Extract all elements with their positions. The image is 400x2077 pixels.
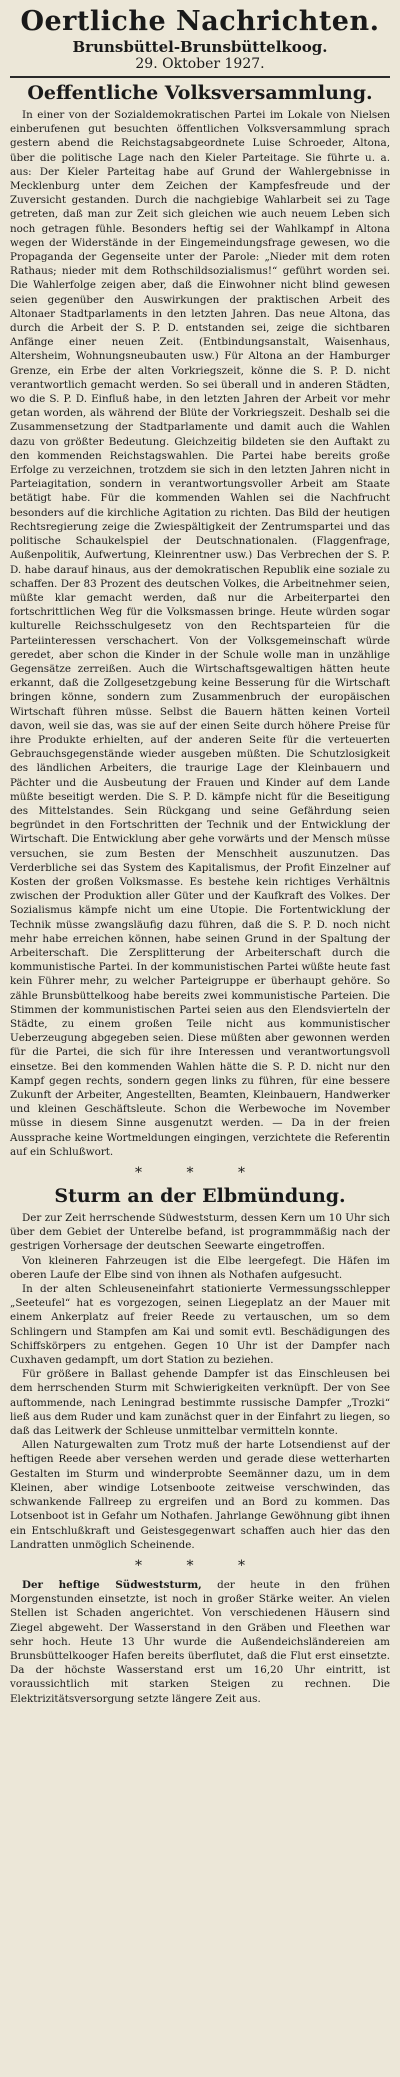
article-paragraph: Der zur Zeit herrschende Südweststurm, dessen Kern um 10 Uhr sich über dem Gebiet der Unterelbe befand, ist programmmäßig nach der gestrigen Vorhersage der deutschen Seewarte eingetroffen.	[10, 1212, 390, 1253]
article-lead: Der heftige Südweststurm,	[22, 1578, 202, 1591]
divider	[10, 76, 390, 78]
article-paragraph: Allen Naturgewalten zum Trotz muß der harte Lotsendienst auf der heftigen Reede aber versehen werden und gerade diese wetterharten Gestalten im Sturm und winderprobte Seemänner dazu, um in dem Kleinen, aber windige Lotsenboote zeitweise verschwinden, das schwankende Fallreep zu ergreifen und an Bord zu kommen. Das Lotsenboot ist in Gefahr um Nothafen. Jahrlange Gewöhnung gibt ihnen ein Entschlußkraft und Geistesgegenwart schaffen auch hier das den Landratten unmöglich Scheinende.	[10, 1439, 390, 1551]
article-paragraph: In der alten Schleuseneinfahrt stationierte Vermessungsschlepper „Seeteufel“ hat es vorgezogen, seinen Liegeplatz an der Mauer mit einem Ankerplatz auf freier Reede zu vertauschen, um so dem Schlingern und Stampfen am Kai und somit evtl. Beschädigungen des Schiffskörpers zu entgehen. Gegen 10 Uhr ist der Dampfer nach Cuxhaven gedampft, um dort Station zu beziehen.	[10, 1283, 390, 1367]
article-heading: Oeffentliche Volksversammlung.	[27, 82, 373, 104]
section-title: Oertliche Nachrichten.	[20, 6, 380, 37]
article-paragraph: Für größere in Ballast gehende Dampfer ist das Einschleusen bei dem herrschenden Sturm mit Schwierigkeiten verknüpft. Der von See auftommende, nach Leningrad bestimmte russische Dampfer „Trozki“ ließ aus dem Ruder und kam zunächst quer in der Einfahrt zu liegen, so daß das Leitwerk der Schleuse unmittelbar vermitteln konnte.	[10, 1368, 390, 1438]
article-heading: Sturm an der Elbmündung.	[54, 1185, 346, 1208]
separator-stars: * * *	[135, 1557, 265, 1574]
section-subtitle: Brunsbüttel-Brunsbüttelkoog.	[72, 38, 328, 56]
article-paragraph: In einer von der Sozialdemokratischen Partei im Lokale von Nielsen einberufenen gut besuchten öffentlichen Volksversammlung sprach gestern abend die Reichstagsabgeordnete Luise Schroeder, Altona, über die politische Lage nach den Kieler Parteitage. Sie führte u. a. aus: Der Kieler Parteitag habe auf Grund der Wahlergebnisse in Mecklenburg unter dem Zeichen der Kampfesfreude und der Zuversicht gestanden. Durch die nachgiebige Wahlarbeit sei zu Tage getreten, daß man zur Zeit sich gleichen wie auch neuem Leben sich noch getragen fühle. Besonders heftig sei der Wahlkampf in Altona wegen der Widerstände in der Eingemeindungsfrage gewesen, wo die Propaganda der Gegenseite unter der Parole: „Nieder mit dem roten Rathaus; nieder mit dem Rothschildsozialismus!“ geführt worden sei. Die Wahlerfolge zeigen aber, daß die Einwohner nicht blind gewesen seien gegenüber den Auswirkungen der praktischen Arbeit des Altonaer Stadtparlaments in den letzten Jahren. Das neue Altona, das durch die Arbeit der S. P. D. entstanden sei, zeige die sichtbaren Anfänge einer neuen Zeit. (Entbindungsanstalt, Waisenhaus, Altersheim, Wohnungsneubauten usw.) Für Altona an der Hamburger Grenze, ein Erbe der alten Vorkriegszeit, könne die S. P. D. nicht verantwortlich gemacht werden. So sei überall und in anderen Städten, wo die S. P. D. Einfluß habe, in den letzten Jahren der Arbeit vor mehr getan worden, als während der Blüte der Vorkriegszeit. Deshalb sei die Zusammensetzung der Stadtparlamente und damit auch die Wahlen dazu von größter Bedeutung. Gleichzeitig bildeten sie den Auftakt zu den kommenden Reichstagswahlen. Die Partei habe bereits große Erfolge zu verzeichnen, trotzdem sie sich in den letzten Jahren nicht in Parteiagitation, sondern in verantwortungsvoller Arbeit am Staate betätigt habe. Für die kommenden Wahlen sei die Nachfrucht besonders auf die kirchliche Agitation zu richten. Das Bild der heutigen Rechtsregierung zeige die Zwiespältigkeit der Zentrumspartei und das politische Schaukelspiel der Deutschnationalen. (Flaggenfrage, Außenpolitik, Aufwertung, Kleinrentner usw.) Das Verbrechen der S. P. D. habe darauf hinaus, aus der demokratischen Republik eine soziale zu schaffen. Der 83 Prozent des deutschen Volkes, die Arbeitnehmer seien, müßte klar gemacht werden, daß nur die Arbeiterpartei den fortschrittlichen Weg für die Volksmassen bringe. Heute würden sogar kulturelle Reichsschulgesetz von den Rechtsparteien für die Parteiinteressen verschachert. Von der Volksgemeinschaft würde geredet, aber schon die Kinder in der Schule wolle man in unzählige Gegensätze zerreißen. Auch die Wirtschaftsgewaltigen hätten heute erkannt, daß die Zollgesetzgebung keine Besserung für die Wirtschaft bringen könne, sondern zum Zusammenbruch der europäischen Wirtschaft führen müsse. Selbst die Bauern hätten keinen Vorteil davon, weil sie das, was sie auf der einen Seite durch höhere Preise für ihre Produkte erhielten, auf der anderen Seite für die verteuerten Gebrauchsgegenstände wieder ausgeben müßten. Die Schutzlosigkeit des ländlichen Arbeiters, die traurige Lage der Kleinbauern und Pächter und die Ausbeutung der Frauen und Kinder auf dem Lande müßte beseitigt werden. Die S. P. D. kämpfe nicht für die Beseitigung des Mittelstandes. Sein Rückgang und seine Gefährdung seien begründet in den Fortschritten der Technik und der Entwicklung der Wirtschaft. Die Entwicklung aber gehe vorwärts und der Mensch müsse versuchen, sie zum Besten der Menschheit auszunutzen. Das Verderbliche sei das System des Kapitalismus, der Profit Einzelner auf Kosten der großen Volksmasse. Es bestehe kein richtiges Verhältnis zwischen der Produktion aller Güter und der Kaufkraft des Volkes. Der Sozialismus kämpfe nicht um eine Utopie. Die Fortentwicklung der Technik müsse zwangsläufig dazu führen, daß die S. P. D. noch nicht mehr habe erreichen können, habe seinen Grund in der Spaltung der Arbeiterschaft. Die Zersplitterung der Arbeiterschaft durch die kommunistische Partei. In der kommunistischen Partei wüßte heute fast kein Führer mehr, zu welcher Parteigruppe er überhaupt gehöre. So zähle Brunsbüttelkoog habe bereits zwei kommunistische Parteien. Die Stimmen der kommunistischen Partei seien aus den Elendsvierteln der Städte, zu einem großen Teile nicht aus kommunistischer Ueberzeugung abgegeben seien. Diese müßten aber gewonnen werden für die Partei, die sich für ihre Interessen und verantwortungsvoll einsetze. Bei den kommenden Wahlen hätte die S. P. D. nicht nur den Kampf gegen rechts, sondern gegen links zu führen, für eine bessere Zukunft der Arbeiter, Angestellten, Beamten, Kleinbauern, Handwerker und kleinen Geschäftsleute. Schon die Werbewoche im November müsse in diesem Sinne ausgenutzt werden. — Da in der freien Aussprache keine Wortmeldungen eingingen, verzichtete die Referentin auf ein Schlußwort.	[10, 109, 390, 1158]
article-paragraph	[10, 1578, 390, 1706]
article-text: der heute in den frühen Morgenstunden einsetzte, ist noch in großer Stärke weiter. An vielen Stellen ist Schaden angerichtet. Von verschiedenen Häusern sind Ziegel abgeweht. Der Wasserstand in den Gräben und Fleethen war sehr hoch. Heute 13 Uhr wurde die Außendeichsländereien am Brunsbüttelkooger Hafen bereits überflutet, daß die Flut erst einsetzte. Da der höchste Wasserstand erst um 16,20 Uhr eintritt, ist voraussichtlich mit starken Steigen zu rechnen. Die Elektrizitätsversorgung setzte längere Zeit aus.	[10, 1578, 391, 1705]
article-paragraph: Von kleineren Fahrzeugen ist die Elbe leergefegt. Die Häfen im oberen Laufe der Elbe sind von ihnen als Nothafen aufgesucht.	[10, 1254, 390, 1281]
separator-stars: * * *	[135, 1165, 265, 1182]
issue-date: 29. Oktober 1927.	[135, 56, 265, 72]
masthead	[10, 6, 390, 73]
